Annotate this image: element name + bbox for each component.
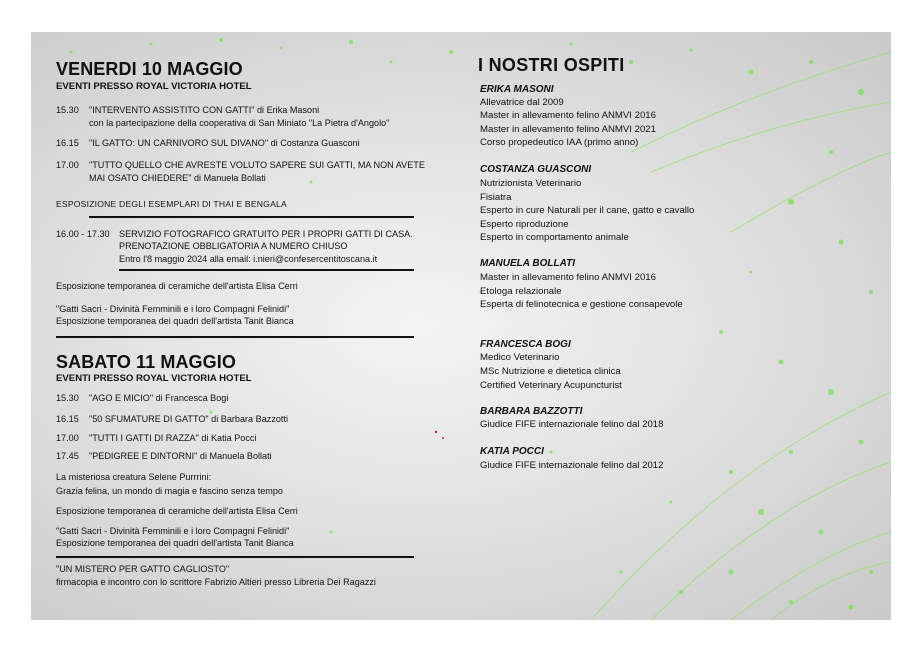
sacred-desc: Esposizione temporanea dei quadri dell'artista Tanit Bianca	[56, 316, 294, 326]
divider	[56, 556, 414, 558]
ceramics-text: Esposizione temporanea di ceramiche dell'artista Elisa Cerri	[56, 506, 298, 516]
guest-name: ERIKA MASONI	[480, 84, 554, 95]
event-text: "IL GATTO: UN CARNIVORO SUL DIVANO" di Costanza Guasconi	[89, 138, 360, 148]
guests-title: I NOSTRI OSPITI	[478, 55, 625, 75]
divider	[89, 216, 414, 218]
guest-credential: Esperto in cure Naturali per il cane, gatto e cavallo	[480, 205, 695, 216]
brochure-sheet	[31, 32, 891, 620]
event-time: 15.30	[56, 105, 79, 115]
event-text: "PEDIGREE E DINTORNI" di Manuela Bollati	[89, 451, 272, 461]
event-time: 15.30	[56, 393, 79, 403]
guest-credential: Fisiatra	[480, 192, 512, 203]
mystery-desc: firmacopia e incontro con lo scrittore Fabrizio Altieri presso Libreria Dei Ragazzi	[56, 577, 376, 587]
guest-credential: Esperto in comportamento animale	[480, 232, 629, 243]
event-text: "50 SFUMATURE DI GATTO" di Barbara Bazzotti	[89, 414, 288, 424]
guest-credential: Medico Veterinario	[480, 352, 560, 363]
saturday-title: SABATO 11 MAGGIO	[56, 352, 236, 372]
friday-title: VENERDI 10 MAGGIO	[56, 59, 243, 79]
guest-credential: Certified Veterinary Acupuncturist	[480, 380, 622, 391]
creature-desc: Grazia felina, un mondo di magia e fascino senza tempo	[56, 486, 283, 496]
event-time: 17.00	[56, 160, 79, 170]
photo-email: Entro l'8 maggio 2024 alla email: i.nieri@confesercentitoscana.it	[119, 254, 378, 264]
guest-credential: Esperto riproduzione	[480, 219, 569, 230]
event-time: 17.00	[56, 433, 79, 443]
divider	[56, 336, 414, 338]
guest-name: BARBARA BAZZOTTI	[480, 406, 583, 417]
guest-name: MANUELA BOLLATI	[480, 258, 575, 269]
mystery-title: "UN MISTERO PER GATTO CAGLIOSTO"	[56, 564, 230, 574]
saturday-venue: EVENTI PRESSO ROYAL VICTORIA HOTEL	[56, 373, 252, 384]
creature-title: La misteriosa creatura Selene Purrrini:	[56, 472, 212, 482]
guest-credential: Corso propedeutico IAA (primo anno)	[480, 137, 639, 148]
sacred-title: "Gatti Sacri - Divinità Femminili e i loro Compagni Felinidi"	[56, 526, 290, 536]
ceramics-text: Esposizione temporanea di ceramiche dell'artista Elisa Cerri	[56, 281, 298, 291]
event-text: MAI OSATO CHIEDERE" di Manuela Bollati	[89, 173, 266, 183]
sacred-desc: Esposizione temporanea dei quadri dell'artista Tanit Bianca	[56, 538, 294, 548]
guest-credential: Master in allevamento felino ANMVI 2016	[480, 110, 656, 121]
guest-name: KATIA POCCI	[480, 446, 544, 457]
event-text: "TUTTI I GATTI DI RAZZA" di Katia Pocci	[89, 433, 257, 443]
event-time: 16.15	[56, 138, 79, 148]
guest-credential: MSc Nutrizione e dietetica clinica	[480, 366, 621, 377]
event-text: "AGO E MICIO" di Francesca Bogi	[89, 393, 229, 403]
guest-name: FRANCESCA BOGI	[480, 339, 571, 350]
exhibit-breeds: ESPOSIZIONE DEGLI ESEMPLARI DI THAI E BENGALA	[56, 199, 287, 209]
guest-credential: Allevatrice dal 2009	[480, 97, 564, 108]
friday-venue: EVENTI PRESSO ROYAL VICTORIA HOTEL	[56, 81, 252, 92]
event-time: 16.15	[56, 414, 79, 424]
guest-credential: Master in allevamento felino ANMVI 2016	[480, 272, 656, 283]
guest-credential: Nutrizionista Veterinario	[480, 178, 582, 189]
photo-text: SERVIZIO FOTOGRAFICO GRATUITO PER I PROPRI GATTI DI CASA.	[119, 229, 413, 239]
guest-credential: Etologa relazionale	[480, 286, 562, 297]
photo-text: PRENOTAZIONE OBBLIGATORIA A NUMERO CHIUSO	[119, 241, 348, 251]
guest-credential: Giudice FIFE internazionale felino dal 2018	[480, 419, 664, 430]
guest-credential: Master in allevamento felino ANMVI 2021	[480, 124, 656, 135]
photo-time: 16.00 - 17.30	[56, 229, 110, 239]
event-time: 17.45	[56, 451, 79, 461]
guest-name: COSTANZA GUASCONI	[480, 164, 592, 175]
guest-credential: Esperta di felinotecnica e gestione consapevole	[480, 299, 683, 310]
event-text: con la partecipazione della cooperativa di San Miniato "La Pietra d'Angolo"	[89, 118, 390, 128]
event-text: "TUTTO QUELLO CHE AVRESTE VOLUTO SAPERE SUI GATTI, MA NON AVETE	[89, 160, 425, 170]
divider	[119, 269, 414, 271]
sacred-title: "Gatti Sacri - Divinità Femminili e i loro Compagni Felinidi"	[56, 304, 290, 314]
event-text: "INTERVENTO ASSISTITO CON GATTI" di Erika Masoni	[89, 105, 320, 115]
guest-credential: Giudice FIFE internazionale felino dal 2012	[480, 460, 664, 471]
